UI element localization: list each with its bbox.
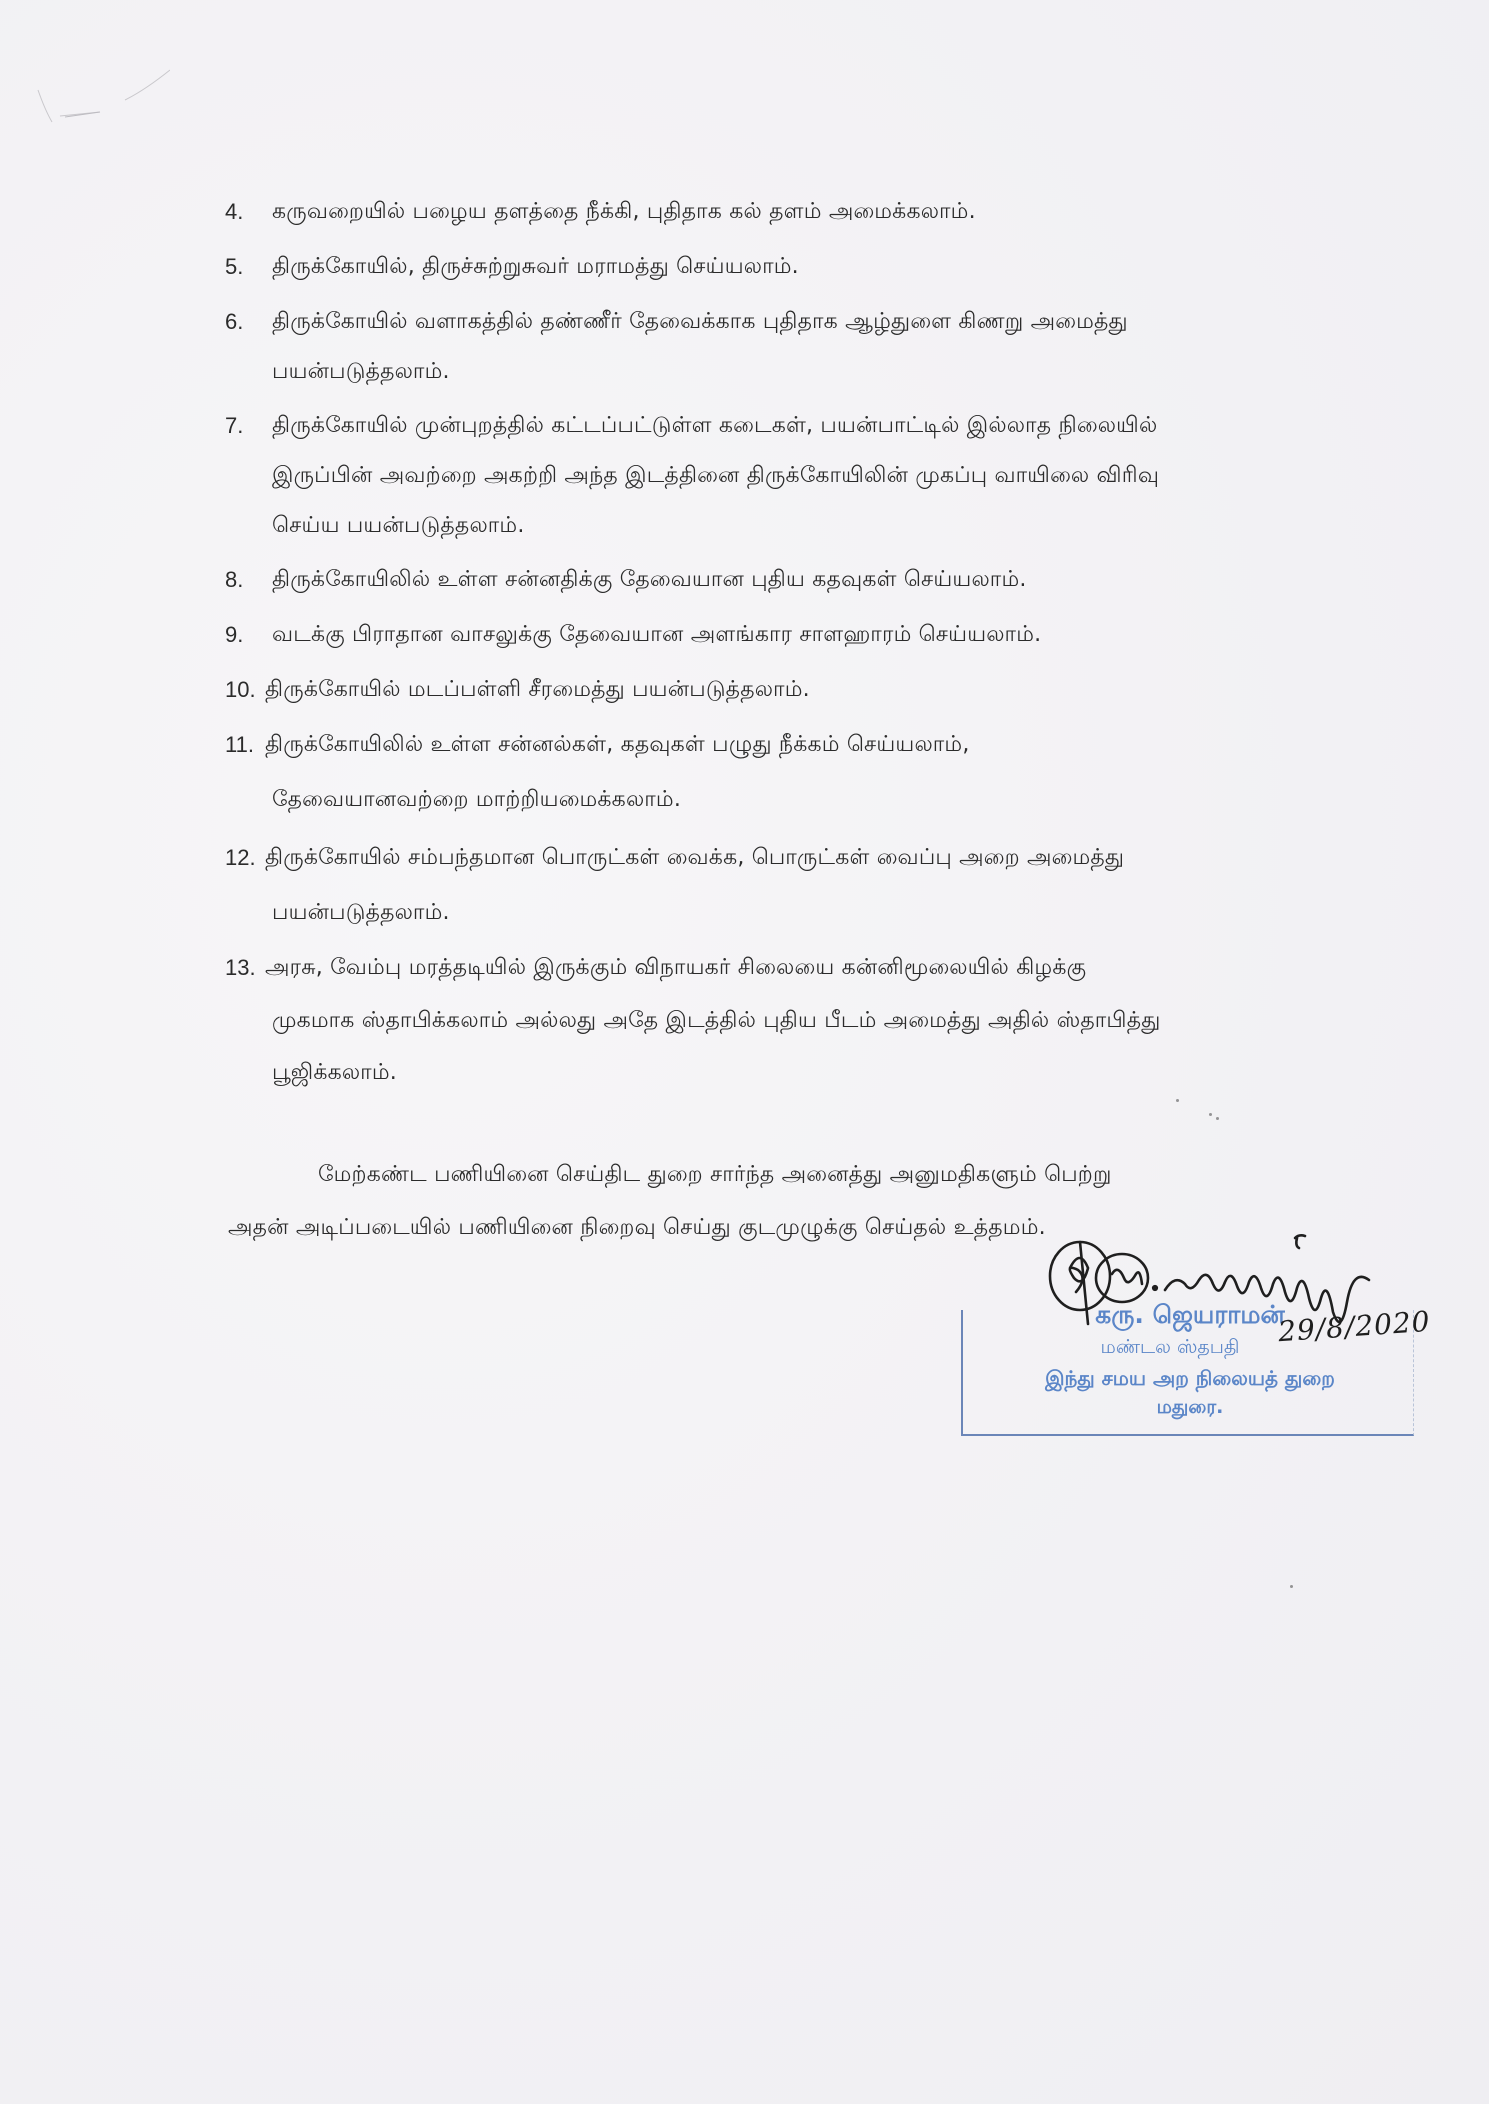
list-number: 6.: [225, 309, 244, 334]
list-number: 13.: [225, 955, 256, 980]
stamp-name: கரு. ஜெயராமன்: [1095, 1300, 1285, 1329]
list-number: 10.: [225, 677, 256, 702]
list-item-line: திருக்கோயில் வளாகத்தில் தண்ணீர் தேவைக்காக புதிதாக ஆழ்துளை கிணறு அமைத்து: [272, 309, 1128, 334]
paragraph-line: மேற்கண்ட பணியினை செய்திட துறை சார்ந்த அனைத்து அனுமதிகளும் பெற்று: [318, 1162, 1112, 1187]
list-number: 11.: [225, 732, 254, 757]
list-item-line: அரசு, வேம்பு மரத்தடியில் இருக்கும் விநாயகர் சிலையை கன்னிமூலையில் கிழக்கு: [265, 955, 1087, 980]
stamp-designation: மண்டல ஸ்தபதி: [1100, 1336, 1240, 1358]
list-number: 5.: [225, 254, 244, 279]
list-item-line: திருக்கோயில் சம்பந்தமான பொருட்கள் வைக்க, பொருட்கள் வைப்பு அறை அமைத்து: [265, 845, 1125, 870]
list-number: 12.: [225, 845, 256, 870]
list-item-line: திருக்கோயில் மடப்பள்ளி சீரமைத்து பயன்படுத்தலாம்.: [265, 677, 810, 702]
list-number: 8.: [225, 567, 244, 592]
list-item-line: திருக்கோயிலில் உள்ள சன்னல்கள், கதவுகள் பழுது நீக்கம் செய்யலாம்,: [265, 732, 970, 757]
list-item-line: திருக்கோயில், திருச்சுற்றுசுவர் மராமத்து செய்யலாம்.: [272, 254, 799, 279]
list-item-line: பூஜிக்கலாம்.: [272, 1060, 397, 1085]
list-item-line: தேவையானவற்றை மாற்றியமைக்கலாம்.: [272, 787, 682, 812]
list-item-line: திருக்கோயில் முன்புறத்தில் கட்டப்பட்டுள்ள கடைகள், பயன்பாட்டில் இல்லாத நிலையில்: [272, 413, 1158, 438]
list-item-line: இருப்பின் அவற்றை அகற்றி அந்த இடத்தினை திருக்கோயிலின் முகப்பு வாயிலை விரிவு: [272, 463, 1160, 488]
list-number: 9.: [225, 622, 244, 647]
list-item-line: முகமாக ஸ்தாபிக்கலாம் அல்லது அதே இடத்தில் புதிய பீடம் அமைத்து அதில் ஸ்தாபித்து: [272, 1008, 1161, 1033]
list-number: 7.: [225, 413, 244, 438]
list-item-line: திருக்கோயிலில் உள்ள சன்னதிக்கு தேவையான புதிய கதவுகள் செய்யலாம்.: [272, 567, 1027, 592]
list-item-line: செய்ய பயன்படுத்தலாம்.: [272, 513, 525, 538]
list-item-line: பயன்படுத்தலாம்.: [272, 359, 450, 384]
stamp-city: மதுரை.: [1156, 1396, 1224, 1418]
paragraph-line: அதன் அடிப்படையில் பணியினை நிறைவு செய்து குடமுழுக்கு செய்தல் உத்தமம்.: [228, 1215, 1046, 1240]
paper-speck: [1176, 1099, 1179, 1102]
paper-speck: [1290, 1585, 1293, 1588]
paper-speck: [1216, 1117, 1219, 1120]
list-item-line: கருவறையில் பழைய தளத்தை நீக்கி, புதிதாக கல் தளம் அமைக்கலாம்.: [272, 199, 976, 224]
paper-speck: [1209, 1113, 1212, 1116]
list-item-line: பயன்படுத்தலாம்.: [272, 900, 450, 925]
stamp-department: இந்து சமய அற நிலையத் துறை: [1045, 1366, 1335, 1390]
handwritten-date: 29/8/2020: [1277, 1304, 1432, 1349]
paper-mark: [20, 60, 170, 140]
list-item-line: வடக்கு பிராதான வாசலுக்கு தேவையான அளங்கார சாளஹாரம் செய்யலாம்.: [272, 622, 1042, 647]
list-number: 4.: [225, 199, 244, 224]
